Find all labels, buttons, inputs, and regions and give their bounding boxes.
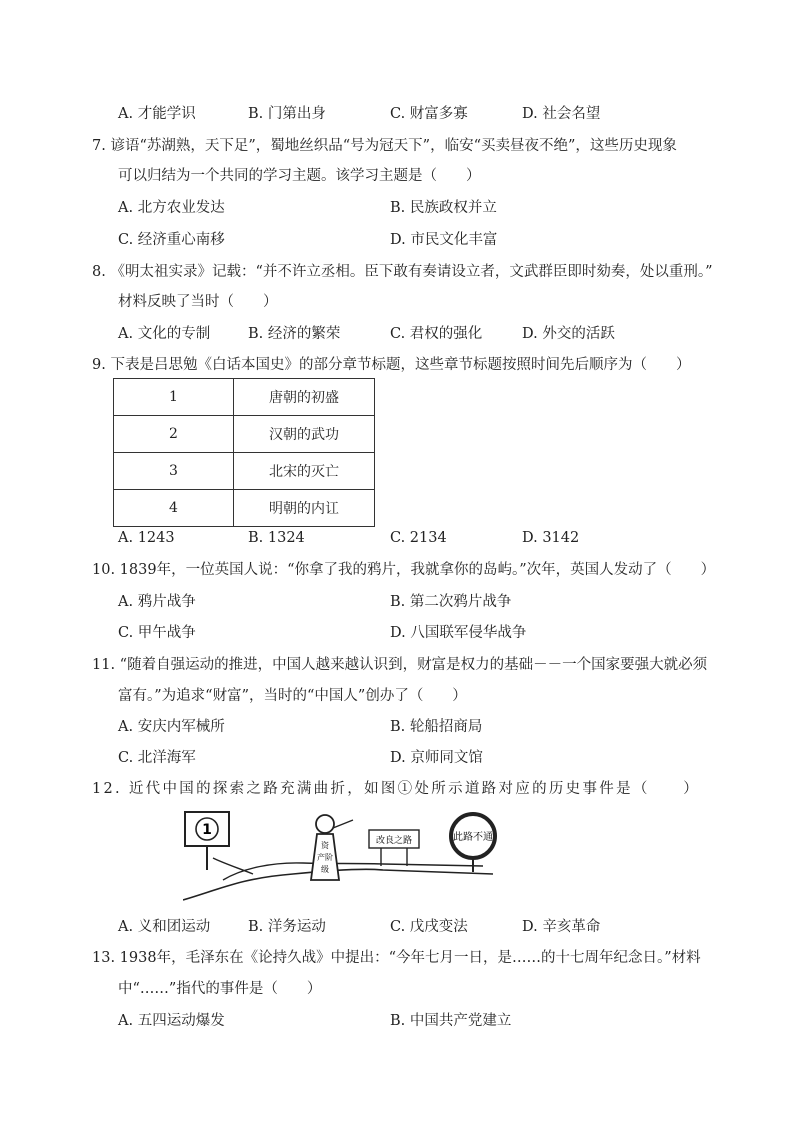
table-row bbox=[114, 416, 375, 453]
option-a: A. 安庆内军械所 bbox=[118, 719, 225, 735]
figure-label: 产阶 bbox=[317, 853, 333, 862]
table-row bbox=[114, 490, 375, 527]
option-a: A. 文化的专制 bbox=[118, 326, 211, 342]
option-c: C. 甲午战争 bbox=[118, 625, 196, 641]
option-c: C. 戊戌变法 bbox=[390, 919, 468, 935]
question-8-line-1: 8. 《明太祖实录》记载：“并不许立丞相。臣下敢有奏请设立者，文武群臣即时劾奏，处以重刑。” bbox=[92, 264, 713, 280]
question-9-line-1: 9. 下表是吕思勉《白话本国史》的部分章节标题，这些章节标题按照时间先后顺序为（ ） bbox=[92, 357, 691, 373]
figure-pigtail bbox=[333, 820, 353, 828]
option-d: D. 市民文化丰富 bbox=[390, 232, 498, 248]
option-b: B. 门第出身 bbox=[248, 106, 326, 122]
figure-label: 资 bbox=[321, 841, 329, 850]
question-13-line-2: 中“……”指代的事件是（ ） bbox=[118, 981, 322, 997]
question-13-line-1: 13. 1938年，毛泽东在《论持久战》中提出：“今年七月一日，是……的十七周年纪念日。”材料 bbox=[92, 950, 701, 966]
option-c: C. 2134 bbox=[390, 530, 447, 546]
option-b: B. 1324 bbox=[248, 530, 305, 546]
question-11-line-2: 富有。”为追求“财富”，当时的“中国人”创办了（ ） bbox=[118, 688, 467, 704]
table-cell: 汉朝的武功 bbox=[234, 416, 375, 453]
option-b: B. 第二次鸦片战争 bbox=[390, 594, 512, 610]
question-8-line-2: 材料反映了当时（ ） bbox=[118, 294, 278, 310]
table-cell: 明朝的内讧 bbox=[234, 490, 375, 527]
road-illustration bbox=[183, 808, 523, 902]
question-12-line-1: 12. 近代中国的探索之路充满曲折，如图①处所示道路对应的历史事件是（ ） bbox=[92, 781, 701, 797]
road-branch bbox=[213, 858, 253, 874]
option-a: A. 1243 bbox=[118, 530, 175, 546]
option-a: A. 才能学识 bbox=[118, 106, 196, 122]
option-b: B. 洋务运动 bbox=[248, 919, 326, 935]
figure-head bbox=[316, 815, 334, 833]
option-d: D. 3142 bbox=[522, 530, 580, 546]
question-11-line-1: 11. “随着自强运动的推进，中国人越来越认识到，财富是权力的基础－－一个国家要强大就必须 bbox=[92, 657, 708, 673]
question-7-line-2: 可以归结为一个共同的学习主题。该学习主题是（ ） bbox=[118, 168, 481, 184]
question-7-line-1: 7. 谚语“苏湖熟，天下足”，蜀地丝织品“号为冠天下”，临安“买卖昼夜不绝”，这些历史现象 bbox=[92, 138, 677, 154]
question-10-line-1: 10. 1839年，一位英国人说：“你拿了我的鸦片，我就拿你的岛屿。”次年，英国人发动了（ ） bbox=[92, 562, 716, 578]
table-row bbox=[114, 453, 375, 490]
circle-one-label: 1 bbox=[202, 822, 212, 838]
table-cell: 3 bbox=[114, 453, 234, 490]
option-d: D. 八国联军侵华战争 bbox=[390, 625, 527, 641]
option-d: D. 辛亥革命 bbox=[522, 919, 601, 935]
option-a: A. 义和团运动 bbox=[118, 919, 211, 935]
option-c: C. 君权的强化 bbox=[390, 326, 483, 342]
option-b: B. 轮船招商局 bbox=[390, 719, 483, 735]
table-row bbox=[114, 379, 375, 416]
option-a: A. 鸦片战争 bbox=[118, 594, 196, 610]
figure-label: 级 bbox=[321, 865, 329, 874]
table-cell: 1 bbox=[114, 379, 234, 416]
option-b: B. 民族政权并立 bbox=[390, 200, 497, 216]
option-d: D. 京师同文馆 bbox=[390, 750, 483, 766]
table-cell: 4 bbox=[114, 490, 234, 527]
table-cell: 2 bbox=[114, 416, 234, 453]
option-c: C. 财富多寡 bbox=[390, 106, 468, 122]
option-a: A. 五四运动爆发 bbox=[118, 1013, 225, 1029]
option-b: B. 经济的繁荣 bbox=[248, 326, 341, 342]
chapter-table bbox=[113, 378, 375, 527]
table-cell: 唐朝的初盛 bbox=[234, 379, 375, 416]
option-d: D. 社会名望 bbox=[522, 106, 601, 122]
table-cell: 北宋的灭亡 bbox=[234, 453, 375, 490]
option-c: C. 北洋海军 bbox=[118, 750, 196, 766]
option-d: D. 外交的活跃 bbox=[522, 326, 615, 342]
signboard-3-label: 此路不通 bbox=[453, 832, 493, 843]
option-a: A. 北方农业发达 bbox=[118, 200, 225, 216]
signboard-2-label: 改良之路 bbox=[375, 836, 413, 846]
option-c: C. 经济重心南移 bbox=[118, 232, 225, 248]
option-b: B. 中国共产党建立 bbox=[390, 1013, 512, 1029]
